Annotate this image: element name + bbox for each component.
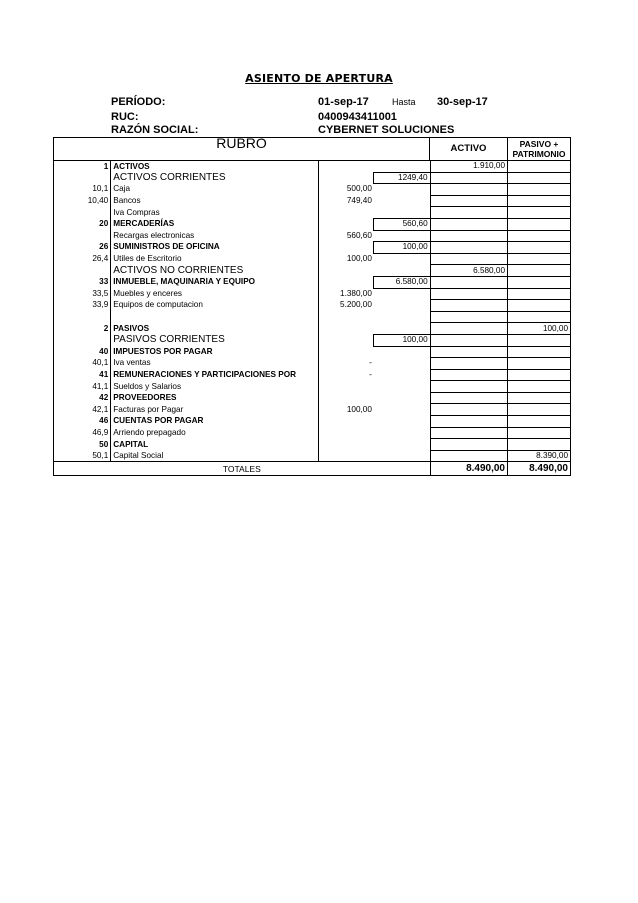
activo-amount [430,172,507,184]
table-row [54,381,571,393]
pasivo-patrimonio-header: PASIVO + PATRIMONIO [508,138,571,161]
account-code: 1 [54,161,111,173]
account-code: 50,1 [54,450,111,462]
activo-amount [430,358,507,370]
pasivo-amount [508,184,571,196]
account-description: Iva ventas [111,358,319,370]
pasivo-amount [508,265,571,277]
table-row [54,218,571,230]
total-pasivo: 8.490,00 [508,462,571,476]
pasivo-amount: 8.390,00 [508,450,571,462]
totals-label: TOTALES [54,462,431,476]
account-code: 26,4 [54,253,111,265]
account-code: 50 [54,439,111,451]
pasivo-amount [508,300,571,312]
table-row [54,276,571,288]
detail-amount [319,242,374,254]
subtotal-amount [374,230,430,242]
pasivo-amount [508,358,571,370]
detail-amount [319,416,374,428]
account-code [54,334,111,346]
activo-amount [430,276,507,288]
detail-amount [319,392,374,404]
activo-amount [430,242,507,254]
account-code: 2 [54,323,111,335]
razon-social-value: CYBERNET SOLUCIONES [318,124,455,136]
account-description: SUMINISTROS DE OFICINA [111,242,319,254]
pasivo-amount [508,311,571,323]
account-description: Iva Compras [111,207,319,219]
pasivo-amount [508,230,571,242]
detail-amount: 100,00 [319,404,374,416]
table-row [54,195,571,207]
detail-amount [319,334,374,346]
activo-amount [430,439,507,451]
account-code: 41 [54,369,111,381]
account-code: 33,5 [54,288,111,300]
account-description: Capital Social [111,450,319,462]
account-code: 41,1 [54,381,111,393]
account-code: 10,40 [54,195,111,207]
detail-amount [319,172,374,184]
activo-amount [430,300,507,312]
activo-amount [430,416,507,428]
activo-amount [430,427,507,439]
pasivo-amount [508,404,571,416]
activo-amount: 6.580,00 [430,265,507,277]
table-row [54,184,571,196]
subtotal-amount [374,323,430,335]
account-description: IMPUESTOS POR PAGAR [111,346,319,358]
activo-amount [430,288,507,300]
subtotal-amount [374,392,430,404]
account-description: ACTIVOS [111,161,319,173]
detail-amount: 749,40 [319,195,374,207]
detail-amount [319,346,374,358]
table-row [54,334,571,346]
table-row [54,369,571,381]
periodo-to: 30-sep-17 [437,96,488,108]
table-row [54,439,571,451]
detail-amount: 100,00 [319,253,374,265]
activo-amount [430,392,507,404]
account-description: Recargas electronicas [111,230,319,242]
account-description: REMUNERACIONES Y PARTICIPACIONES POR [111,369,319,381]
activo-amount [430,184,507,196]
detail-amount [319,439,374,451]
account-code: 42 [54,392,111,404]
detail-amount: - [319,358,374,370]
detail-amount [319,450,374,462]
subtotal-amount [374,288,430,300]
table-row [54,242,571,254]
subtotal-amount [374,416,430,428]
account-description: PROVEEDORES [111,392,319,404]
table-row [54,346,571,358]
detail-amount [319,381,374,393]
periodo-from: 01-sep-17 [318,96,369,108]
account-description: CAPITAL [111,439,319,451]
account-description: CUENTAS POR PAGAR [111,416,319,428]
account-code: 26 [54,242,111,254]
subtotal-amount: 100,00 [374,242,430,254]
rubro-header: RUBRO [216,137,267,151]
table-row [54,207,571,219]
detail-amount [319,161,374,173]
account-description [111,311,319,323]
pasivo-amount [508,439,571,451]
account-description: Bancos [111,195,319,207]
pasivo-amount [508,242,571,254]
account-code: 33,9 [54,300,111,312]
detail-amount [319,207,374,219]
totals-row [54,462,571,476]
detail-amount [319,311,374,323]
pasivo-amount [508,161,571,173]
account-description: Muebles y enceres [111,288,319,300]
detail-amount: - [319,369,374,381]
account-code: 46,9 [54,427,111,439]
activo-amount [430,334,507,346]
subtotal-amount [374,404,430,416]
pasivo-amount [508,218,571,230]
subtotal-amount [374,253,430,265]
account-description: Facturas por Pagar [111,404,319,416]
pasivo-amount [508,346,571,358]
ruc-value: 0400943411001 [318,111,397,123]
subtotal-amount [374,369,430,381]
subtotal-amount: 6.580,00 [374,276,430,288]
pasivo-amount [508,195,571,207]
pasivo-amount [508,207,571,219]
account-description: ACTIVOS CORRIENTES [111,172,319,184]
account-description: PASIVOS CORRIENTES [111,334,319,346]
activo-amount: 1.910,00 [430,161,507,173]
table-row [54,253,571,265]
subtotal-amount [374,358,430,370]
account-description: Equipos de computacion [111,300,319,312]
pasivo-amount [508,369,571,381]
activo-amount [430,404,507,416]
subtotal-amount [374,381,430,393]
subtotal-amount [374,427,430,439]
activo-amount [430,369,507,381]
account-code [54,207,111,219]
account-code: 10,1 [54,184,111,196]
account-code: 33 [54,276,111,288]
account-code [54,265,111,277]
activo-amount [430,253,507,265]
subtotal-amount [374,450,430,462]
pasivo-amount [508,381,571,393]
account-code [54,311,111,323]
account-description: Utiles de Escritorio [111,253,319,265]
detail-amount [319,265,374,277]
detail-amount [319,323,374,335]
activo-header: ACTIVO [429,138,507,160]
document-title: ASIENTO DE APERTURA [245,72,393,85]
subtotal-amount [374,265,430,277]
account-code: 42,1 [54,404,111,416]
subtotal-amount [374,311,430,323]
table-row [54,323,571,335]
account-description: MERCADERÍAS [111,218,319,230]
subtotal-amount [374,161,430,173]
table-row [54,358,571,370]
account-description: Caja [111,184,319,196]
pasivo-amount [508,427,571,439]
detail-amount [319,427,374,439]
activo-amount [430,381,507,393]
table-row [54,427,571,439]
activo-amount [430,195,507,207]
subtotal-amount [374,195,430,207]
hasta-label: Hasta [392,97,416,107]
total-activo: 8.490,00 [430,462,507,476]
detail-amount: 560,60 [319,230,374,242]
table-row [54,161,571,173]
table-row [54,230,571,242]
ruc-label: RUC: [111,111,139,123]
account-code: 20 [54,218,111,230]
detail-amount: 5.200,00 [319,300,374,312]
table-row [54,265,571,277]
subtotal-amount [374,207,430,219]
subtotal-amount: 1249,40 [374,172,430,184]
table-row [54,404,571,416]
account-code: 40,1 [54,358,111,370]
account-description: PASIVOS [111,323,319,335]
activo-amount [430,218,507,230]
account-description: Arriendo prepagado [111,427,319,439]
account-description: Sueldos y Salarios [111,381,319,393]
activo-amount [430,230,507,242]
table-row [54,172,571,184]
subtotal-amount [374,346,430,358]
pasivo-amount [508,253,571,265]
activo-amount [430,207,507,219]
account-description: ACTIVOS NO CORRIENTES [111,265,319,277]
pasivo-amount: 100,00 [508,323,571,335]
detail-amount: 500,00 [319,184,374,196]
subtotal-amount: 560,60 [374,218,430,230]
detail-amount: 1.380,00 [319,288,374,300]
activo-amount [430,346,507,358]
subtotal-amount [374,439,430,451]
pasivo-amount [508,392,571,404]
table-row [54,392,571,404]
table-row [54,300,571,312]
table-row [54,450,571,462]
account-description: INMUEBLE, MAQUINARIA Y EQUIPO [111,276,319,288]
razon-social-label: RAZÓN SOCIAL: [111,124,199,136]
column-header-row [54,138,571,161]
table-row [54,311,571,323]
table-row [54,288,571,300]
periodo-label: PERÍODO: [111,96,166,108]
account-code: 46 [54,416,111,428]
account-code [54,230,111,242]
activo-amount [430,450,507,462]
pasivo-amount [508,334,571,346]
ledger-table [53,137,571,476]
activo-amount [430,311,507,323]
detail-amount [319,218,374,230]
table-row [54,416,571,428]
account-code: 40 [54,346,111,358]
subtotal-amount: 100,00 [374,334,430,346]
detail-amount [319,276,374,288]
activo-amount [430,323,507,335]
subtotal-amount [374,184,430,196]
pasivo-amount [508,276,571,288]
pasivo-amount [508,172,571,184]
account-code [54,172,111,184]
pasivo-amount [508,416,571,428]
subtotal-amount [374,300,430,312]
pasivo-amount [508,288,571,300]
